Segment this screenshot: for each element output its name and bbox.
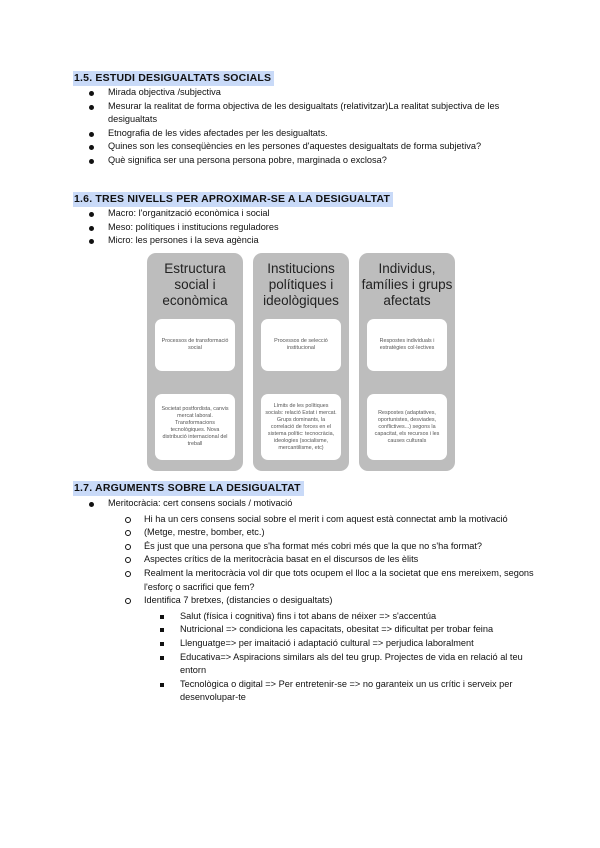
bullet-icon (89, 105, 94, 110)
column-box-process: Processos de transformació social (155, 319, 235, 371)
list-item: Etnografia de les vides afectades per les desigualtats. (108, 127, 528, 141)
bullet-icon (89, 212, 94, 217)
list-item: Identifica 7 bretxes, (distancies o desigualtats) Salut (física i cognitiva) fins i tot abans de néixer => s'accentúa Nutricional => condiciona les capacitats, obesitat => dificultat per trobar feina Llenguatge=> per imaitació i adaptació cultural => perjudica laboralment Educativa=> Aspiracions similars als del teu grup. Projectes de vida en relació al teu entorn Tecnològica o digital => Per entretenir-se => no garanteix un us crític i serveix per desenvolupar-te (144, 594, 536, 705)
three-levels-diagram (147, 253, 455, 471)
sub-sublist (180, 610, 536, 705)
sublist (144, 513, 536, 705)
section-heading-1-5: 1.5. ESTUDI DESIGUALTATS SOCIALS (73, 71, 274, 86)
diagram-column-individuals (359, 253, 455, 471)
bullet-icon (89, 132, 94, 137)
bullet-icon (89, 239, 94, 244)
diagram-column-structure (147, 253, 243, 471)
list-item: Aspectes crítics de la meritocràcia basat en el discursos de les èlits (144, 553, 536, 567)
list-item: Micro: les persones i la seva agència (108, 234, 528, 248)
circle-bullet-icon (125, 557, 131, 563)
section-heading-1-7: 1.7. ARGUMENTS SOBRE LA DESIGUALTAT (73, 481, 304, 496)
circle-bullet-icon (125, 517, 131, 523)
circle-bullet-icon (125, 571, 131, 577)
square-bullet-icon (160, 615, 164, 619)
section-heading-1-6: 1.6. TRES NIVELLS PER APROXIMAR-SE A LA DESIGUALTAT (73, 192, 393, 207)
list-item: Mesurar la realitat de forma objectiva de les desigualtats (relativitzar)La realitat subjectiva de les desigualtats (108, 100, 528, 127)
list-item: Què significa ser una persona persona pobre, marginada o exclosa? (108, 154, 528, 168)
bullet-icon (89, 502, 94, 507)
diagram-column-institutions (253, 253, 349, 471)
column-box-detail: Societat postfordista, canvis mercat laboral. Transformacions tecnològiques. Nova distribució internacional del treball (155, 394, 235, 460)
list-1-5 (108, 86, 528, 168)
bullet-icon (89, 145, 94, 150)
circle-bullet-icon (125, 544, 131, 550)
list-item: Realment la meritocràcia vol dir que tots ocupem el lloc a la societat que ens mereixem, segons l'esforç o sacrifici que fem? (144, 567, 536, 594)
list-item: (Metge, mestre, bomber, etc.) (144, 526, 536, 540)
list-item: Nutricional => condiciona les capacitats, obesitat => dificultat per trobar feina (180, 623, 536, 637)
column-title: Estructura social i econòmica (162, 261, 228, 308)
bullet-icon (89, 159, 94, 164)
list-item: Llenguatge=> per imaitació i adaptació cultural => perjudica laboralment (180, 637, 536, 651)
list-item: Hi ha un cers consens social sobre el merit i com aquest està connectat amb la motivació (144, 513, 536, 527)
square-bullet-icon (160, 628, 164, 632)
list-item: Quines son les conseqüències en les persones d'aquestes desigualtats de forma subjetiva? (108, 140, 528, 154)
square-bullet-icon (160, 683, 164, 687)
list-item: Educativa=> Aspiracions similars als del teu grup. Projectes de vida en relació al teu entorn (180, 651, 536, 678)
list-item: És just que una persona que s'ha format més cobri més que la que no s'ha format? (144, 540, 536, 554)
circle-bullet-icon (125, 530, 131, 536)
bullet-icon (89, 226, 94, 231)
bullet-icon (89, 91, 94, 96)
list-item: Macro: l'organització econòmica i social (108, 207, 528, 221)
list-item: Salut (física i cognitiva) fins i tot abans de néixer => s'accentúa (180, 610, 536, 624)
column-box-detail: Límits de les polítiques socials: relació Estat i mercat. Grups dominants, la correlació de forces en el sistema polític: tecnocràcia, ideologies (socialisme, mercantilisme, etc) (261, 394, 341, 460)
list-item: Meritocràcia: cert consens socials / motivació Hi ha un cers consens social sobre el merit i com aquest està connectat amb la motivació (Metge, mestre, bomber, etc.) És just que una persona que s'ha format més cobri més que la que no s'ha format? Aspectes crítics de la meritocràcia basat en el discursos de les èlits Realment la meritocràcia vol dir que tots ocupem el lloc a la societat que ens mereixem, segons l'esforç o sacrifici que fem? Identifica 7 bretxes, (distancies o desigualtats) Salut (física i cognitiva) fins i tot abans de néixer => s'accentúa Nutricional => condiciona les capacitats, obesitat => dificultat per trobar feina Llenguatge=> per imaitació i adaptació cultural => perjudica laboralment Educativa=> Aspiracions similars als del teu grup. Projectes de vida en relació al teu entorn Tecnològica o digital => Per entretenir-se => no garanteix un us crític i serveix per desenvolupar-te (108, 497, 528, 705)
column-box-detail: Respostes (adaptatives, oportunistes, desviades, conflictives...) segons la capacitat, els recursos i les causes culturals (367, 394, 447, 460)
square-bullet-icon (160, 642, 164, 646)
column-title: Institucions polítiques i ideològiques (263, 261, 339, 308)
list-item: Mirada objectiva /subjectiva (108, 86, 528, 100)
list-item: Tecnològica o digital => Per entretenir-se => no garanteix un us crític i serveix per desenvolupar-te (180, 678, 536, 705)
column-title: Individus, famílies i grups afectats (361, 261, 453, 308)
square-bullet-icon (160, 656, 164, 660)
circle-bullet-icon (125, 598, 131, 604)
column-box-process: Respostes individuals i estratègies col·lectives (367, 319, 447, 371)
column-box-process: Processos de selecció institucional (261, 319, 341, 371)
list-1-6 (108, 207, 528, 248)
list-1-7 (108, 497, 534, 705)
list-item: Meso: polítiques i institucions reguladores (108, 221, 528, 235)
